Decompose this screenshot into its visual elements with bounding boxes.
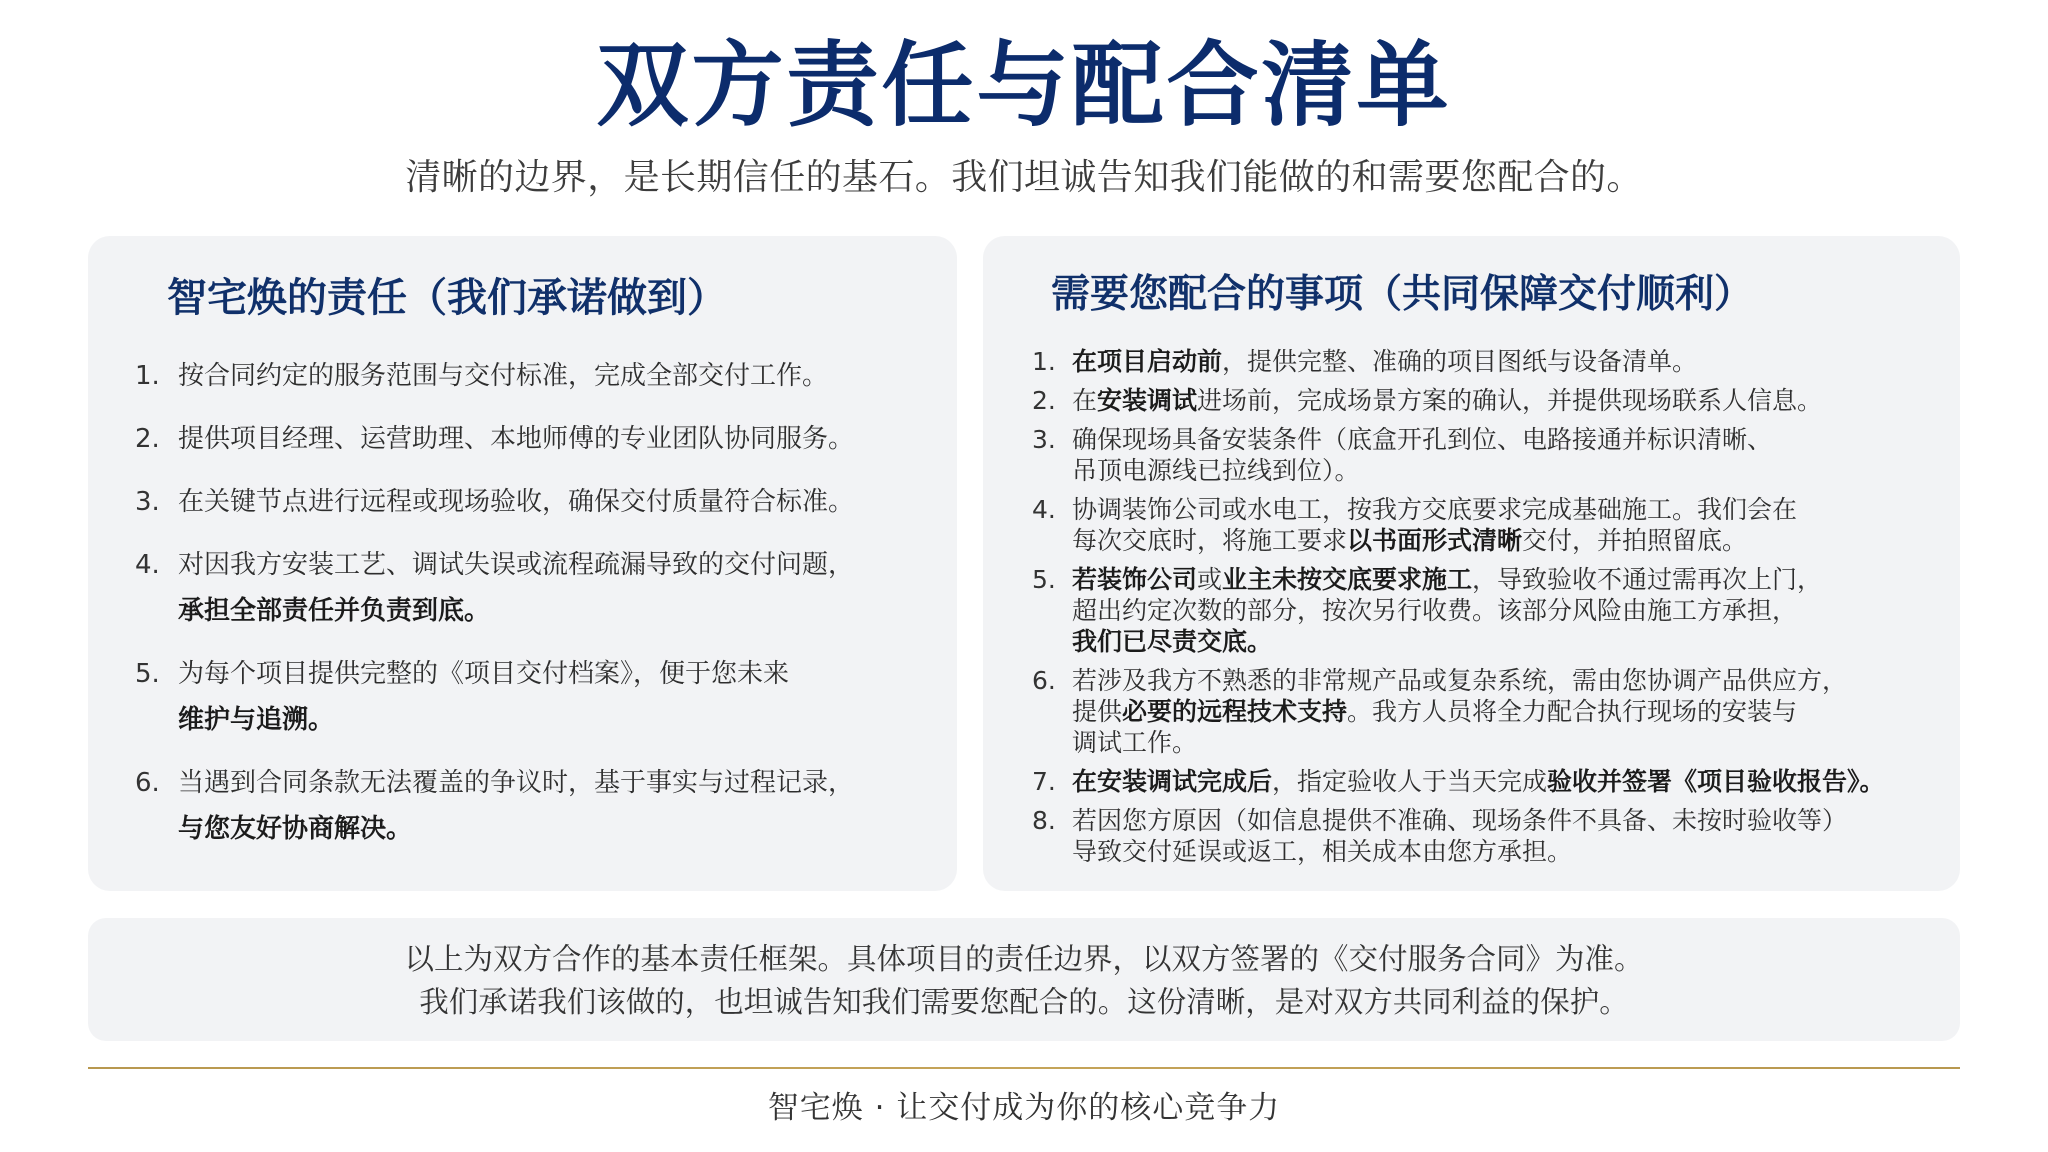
item-number: 3. — [1032, 425, 1056, 454]
item-text-segment: 按合同约定的服务范围与交付标准，完成全部交付工作。 — [178, 361, 829, 391]
item-text — [1072, 385, 1822, 416]
item-line — [1072, 385, 1822, 416]
emphasis-text: 我们已尽责交底。 — [1072, 627, 1273, 656]
item-line — [1072, 564, 1822, 595]
cooperation-item-6 — [1032, 665, 1885, 758]
item-line — [178, 651, 789, 697]
item-line — [1072, 494, 1797, 525]
emphasis-text: 安装调试 — [1097, 386, 1198, 415]
item-number: 4. — [1032, 495, 1056, 524]
item-line — [178, 806, 854, 852]
item-line — [1072, 766, 1885, 797]
item-text-segment: 。我方人员将全力配合执行现场的安装与 — [1347, 697, 1798, 726]
item-text — [1072, 346, 1697, 377]
item-text-segment: 导致交付延误或返工，相关成本由您方承担。 — [1072, 837, 1573, 866]
item-text-segment: 提供项目经理、运营助理、本地师傅的专业团队协同服务。 — [178, 424, 855, 454]
item-line — [178, 697, 789, 743]
our-duty-item-6 — [135, 760, 854, 852]
item-text-segment: 提供 — [1072, 697, 1123, 726]
item-text-segment: 超出约定次数的部分，按次另行收费。该部分风险由施工方承担， — [1072, 596, 1798, 625]
item-text-segment: 或 — [1197, 565, 1223, 594]
item-number: 1. — [135, 361, 160, 391]
emphasis-text: 在项目启动前 — [1072, 347, 1223, 376]
emphasis-text: 业主未按交底要求施工 — [1222, 565, 1473, 594]
item-text-segment: 调试工作。 — [1072, 728, 1198, 757]
summary-line: 以上为双方合作的基本责任框架。具体项目的责任边界，以双方签署的《交付服务合同》为准。 — [404, 942, 1644, 976]
item-number: 1. — [1032, 347, 1056, 376]
item-line — [178, 416, 854, 462]
cooperation-item-8 — [1032, 805, 1885, 867]
item-line — [178, 542, 854, 588]
item-text-segment: 若因您方原因（如信息提供不准确、现场条件不具备、未按时验收等） — [1072, 806, 1848, 835]
emphasis-text: 在安装调试完成后 — [1072, 767, 1273, 796]
item-number: 4. — [135, 550, 160, 580]
item-text-segment: 在关键节点进行远程或现场验收，确保交付质量符合标准。 — [178, 487, 855, 517]
cooperation-item-2 — [1032, 385, 1885, 416]
emphasis-text: 若装饰公司 — [1072, 565, 1198, 594]
item-text — [1072, 424, 1772, 486]
emphasis-text: 验收并签署《项目验收报告》。 — [1547, 767, 1885, 796]
gold-divider — [88, 1067, 1960, 1069]
page-subtitle: 清晰的边界，是长期信任的基石。我们坦诚告知我们能做的和需要您配合的。 — [405, 157, 1643, 198]
item-text-segment: 为每个项目提供完整的《项目交付档案》，便于您未来 — [178, 659, 790, 689]
our-duty-item-1 — [135, 353, 854, 399]
cooperation-item-4 — [1032, 494, 1885, 556]
item-line — [1072, 665, 1847, 696]
our-duty-item-3 — [135, 479, 854, 525]
our-duties-list — [135, 353, 854, 869]
item-line — [178, 353, 828, 399]
item-text — [178, 542, 854, 634]
cooperation-item-3 — [1032, 424, 1885, 486]
item-text-segment: 当遇到合同条款无法覆盖的争议时，基于事实与过程记录， — [178, 768, 855, 798]
item-number: 7. — [1032, 767, 1056, 796]
item-text-segment: 交付，并拍照留底。 — [1522, 526, 1748, 555]
item-text — [1072, 665, 1847, 758]
client-cooperation-panel — [983, 236, 1960, 891]
emphasis-text: 必要的远程技术支持 — [1122, 697, 1348, 726]
cooperation-item-5 — [1032, 564, 1885, 657]
item-number: 8. — [1032, 806, 1056, 835]
our-duties-heading: 智宅焕的责任（我们承诺做到） — [167, 275, 727, 321]
item-line — [1072, 424, 1772, 455]
client-cooperation-heading: 需要您配合的事项（共同保障交付顺利） — [1051, 272, 1754, 317]
summary-line: 我们承诺我们该做的，也坦诚告知我们需要您配合的。这份清晰，是对双方共同利益的保护。 — [419, 985, 1629, 1019]
footer-slogan: 智宅焕 · 让交付成为你的核心竞争力 — [767, 1090, 1281, 1126]
item-text-segment: 协调装饰公司或水电工，按我方交底要求完成基础施工。我们会在 — [1072, 495, 1798, 524]
item-line — [1072, 595, 1822, 626]
cooperation-item-1 — [1032, 346, 1885, 377]
item-text — [1072, 494, 1797, 556]
item-text-segment: ，提供完整、准确的项目图纸与设备清单。 — [1222, 347, 1698, 376]
item-text-segment: 每次交底时，将施工要求 — [1072, 526, 1348, 555]
item-text — [178, 479, 854, 525]
item-text — [178, 651, 789, 743]
emphasis-text: 与您友好协商解决。 — [178, 814, 413, 844]
item-text-segment: 对因我方安装工艺、调试失误或流程疏漏导致的交付问题， — [178, 550, 855, 580]
our-duties-panel — [88, 236, 957, 891]
item-text-segment: 确保现场具备安装条件（底盒开孔到位、电路接通并标识清晰、 — [1072, 425, 1773, 454]
item-text-segment: 在 — [1072, 386, 1098, 415]
item-number: 5. — [135, 659, 160, 689]
page-title: 双方责任与配合清单 — [596, 32, 1452, 139]
item-text — [178, 760, 854, 852]
our-duty-item-2 — [135, 416, 854, 462]
item-line — [1072, 346, 1697, 377]
item-number: 5. — [1032, 565, 1056, 594]
item-line — [178, 588, 854, 634]
item-line — [1072, 805, 1847, 836]
emphasis-text: 承担全部责任并负责到底。 — [178, 596, 491, 626]
item-text — [1072, 805, 1847, 867]
item-text-segment: 若涉及我方不熟悉的非常规产品或复杂系统，需由您协调产品供应方， — [1072, 666, 1848, 695]
item-line — [1072, 727, 1847, 758]
item-text — [178, 416, 854, 462]
item-number: 6. — [1032, 666, 1056, 695]
item-text — [178, 353, 828, 399]
our-duty-item-5 — [135, 651, 854, 743]
item-line — [178, 479, 854, 525]
our-duty-item-4 — [135, 542, 854, 634]
item-line — [1072, 696, 1847, 727]
cooperation-item-7 — [1032, 766, 1885, 797]
item-number: 2. — [135, 424, 160, 454]
item-line — [1072, 836, 1847, 867]
item-text — [1072, 564, 1822, 657]
item-line — [1072, 626, 1822, 657]
emphasis-text: 以书面形式清晰 — [1347, 526, 1523, 555]
item-text — [1072, 766, 1885, 797]
item-number: 2. — [1032, 386, 1056, 415]
item-number: 6. — [135, 768, 160, 798]
item-line — [178, 760, 854, 806]
item-text-segment: ，指定验收人于当天完成 — [1272, 767, 1548, 796]
item-text-segment: ，导致验收不通过需再次上门， — [1472, 565, 1823, 594]
client-cooperation-list — [1032, 346, 1885, 875]
item-number: 3. — [135, 487, 160, 517]
item-line — [1072, 525, 1797, 556]
item-text-segment: 进场前，完成场景方案的确认，并提供现场联系人信息。 — [1197, 386, 1823, 415]
item-line — [1072, 455, 1772, 486]
summary-box — [88, 918, 1960, 1041]
item-text-segment: 吊顶电源线已拉线到位）。 — [1072, 456, 1360, 485]
emphasis-text: 维护与追溯。 — [178, 705, 335, 735]
